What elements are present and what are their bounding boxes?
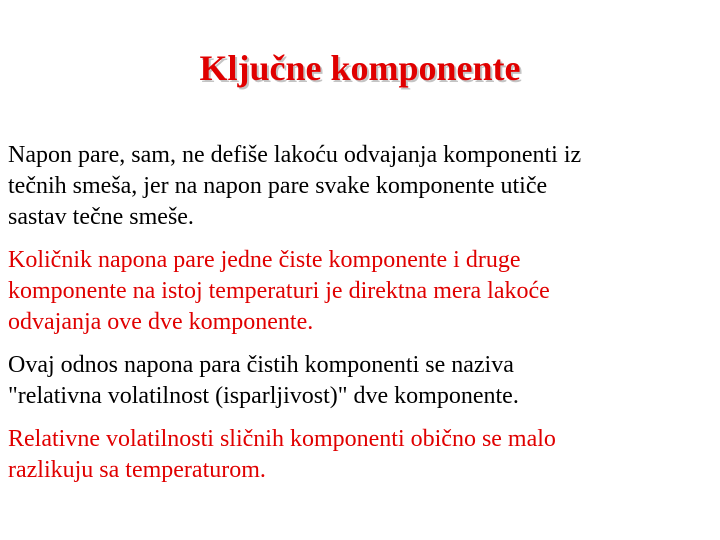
- paragraph-line: tečnih smeša, jer na napon pare svake komponente utiče: [8, 173, 548, 199]
- paragraph-line: Relativne volatilnosti sličnih komponenti obično se malo: [8, 426, 556, 452]
- paragraph-line: sastav tečne smeše.: [8, 204, 194, 230]
- paragraph-vapor-pressure: [8, 140, 708, 233]
- paragraph-line: odvajanja ove dve komponente.: [8, 309, 314, 335]
- paragraph-temperature: [8, 424, 708, 486]
- paragraph-relative-volatility: [8, 350, 708, 412]
- paragraph-line: Napon pare, sam, ne defiše lakoću odvajanja komponenti iz: [8, 142, 582, 168]
- paragraph-line: "relativna volatilnost (isparljivost)" dve komponente.: [8, 383, 519, 409]
- slide-body: [8, 140, 708, 498]
- slide-title: Ključne komponente: [199, 48, 521, 88]
- paragraph-line: Ovaj odnos napona para čistih komponenti se naziva: [8, 352, 514, 378]
- paragraph-line: razlikuju sa temperaturom.: [8, 457, 266, 483]
- paragraph-line: Količnik napona pare jedne čiste komponente i druge: [8, 247, 521, 273]
- paragraph-line: komponente na istoj temperaturi je direktna mera lakoće: [8, 278, 550, 304]
- paragraph-ratio: [8, 245, 708, 338]
